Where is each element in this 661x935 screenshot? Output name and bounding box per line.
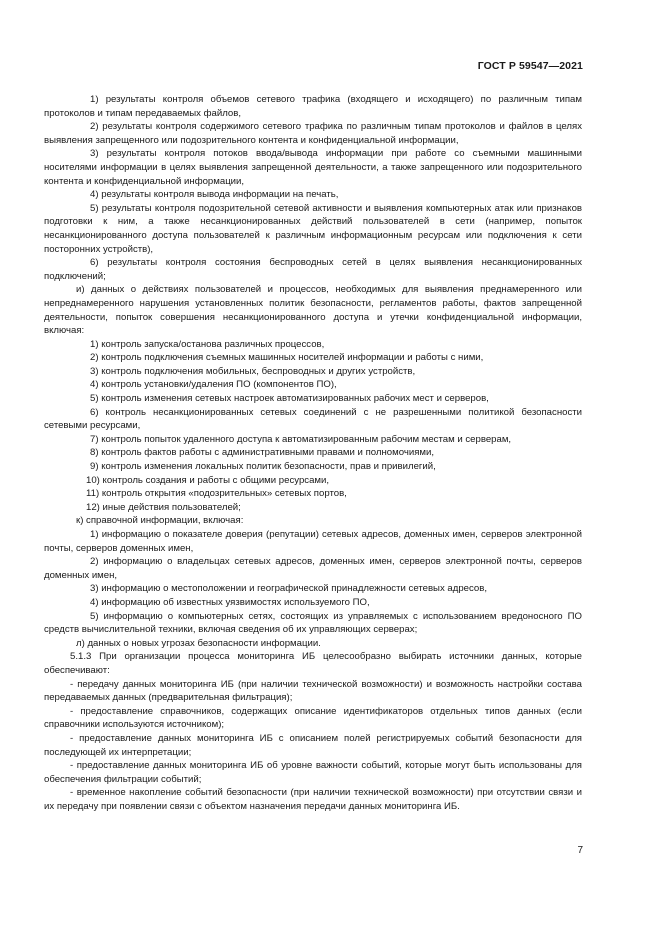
- paragraph: 10) контроль создания и работы с общими ресурсами,: [86, 474, 330, 486]
- paragraph: - предоставление данных мониторинга ИБ об уровне важности событий, которые могут быть использованы для обеспечения фильтрации событий;: [44, 760, 582, 785]
- paragraph: 8) контроль фактов работы с административными правами и полномочиями,: [90, 447, 435, 459]
- paragraph: - предоставление данных мониторинга ИБ с описанием полей регистрируемых событий безопасности для последующей их интерпретации;: [44, 732, 582, 758]
- page-body: [44, 93, 582, 813]
- paragraph: 5) контроль изменения сетевых настроек автоматизированных рабочих мест и серверов,: [90, 393, 489, 405]
- paragraph: 2) контроль подключения съемных машинных носителей информации и работы с ними,: [90, 352, 484, 364]
- paragraph: и) данных о действиях пользователей и процессов, необходимых для выявления преднамеренного или непреднамеренного нарушения установленных политик безопасности, регламентов работы, фактов запрещенной деятельности, попыток совершения несанкционированного доступа и утечки конфиденциальной информации, включая:: [44, 284, 582, 337]
- paragraph: к) справочной информации, включая:: [76, 515, 244, 527]
- paragraph: 1) контроль запуска/останова различных процессов,: [90, 338, 325, 350]
- paragraph: 3) результаты контроля потоков ввода/вывода информации при работе со съемными машинными носителями информации в целях выявления запрещенной деятельности, а также запрещенного или подозрительного контента и конфиденциальной информации,: [44, 148, 582, 187]
- paragraph: 6) контроль несанкционированных сетевых соединений с не разрешенными политикой безопасности сетевыми ресурсами,: [44, 406, 582, 432]
- paragraph: - передачу данных мониторинга ИБ (при наличии технической возможности) и возможность настройки состава передаваемых данных (предварительная фильтрация);: [44, 678, 582, 704]
- paragraph: 9) контроль изменения локальных политик безопасности, прав и привилегий,: [90, 461, 436, 473]
- paragraph: 12) иные действия пользователей;: [86, 501, 241, 513]
- paragraph: 11) контроль открытия «подозрительных» сетевых портов,: [86, 488, 347, 500]
- paragraph: - временное накопление событий безопасности (при наличии технической возможности) при отсутствии связи и их передачу при появлении связи с объектом назначения передачи данных мониторинга ИБ.: [44, 787, 582, 812]
- paragraph: 5.1.3 При организации процесса мониторинга ИБ целесообразно выбирать источники данных, которые обеспечивают:: [44, 651, 582, 676]
- paragraph: 3) контроль подключения мобильных, беспроводных и других устройств,: [90, 365, 416, 377]
- paragraph: 4) контроль установки/удаления ПО (компонентов ПО),: [90, 379, 337, 391]
- paragraph: - предоставление справочников, содержащих описание идентификаторов отдельных типов данных (если справочники используются источником);: [44, 705, 582, 731]
- paragraph: л) данных о новых угрозах безопасности информации.: [76, 637, 321, 649]
- paragraph: 3) информацию о местоположении и географической принадлежности сетевых адресов,: [90, 583, 488, 595]
- paragraph: 4) информацию об известных уязвимостях используемого ПО,: [90, 596, 370, 608]
- paragraph: 7) контроль попыток удаленного доступа к автоматизированным рабочим местам и серверам,: [90, 433, 512, 445]
- paragraph: 2) результаты контроля содержимого сетевого трафика по различным типам протоколов и файлов в целях выявления запрещенного или подозрительного контента и конфиденциальной информации,: [44, 121, 582, 146]
- paragraph: 2) информацию о владельцах сетевых адресов, доменных имен, серверов электронной почты, серверов доменных имен,: [44, 556, 582, 581]
- paragraph: 5) информацию о компьютерных сетях, состоящих из управляемых с использованием вредоносного ПО средств вычислительной техники, включая сведения об их управляющих серверах;: [44, 610, 582, 636]
- paragraph: 5) результаты контроля подозрительной сетевой активности и выявления компьютерных атак или признаков подготовки к ним, а также несанкционированных действий пользователей в сети (например, попыток несанкционированного доступа пользователей к различным информационным ресурсам или подключения к сети посторонних устройств),: [44, 202, 582, 255]
- paragraph: 6) результаты контроля состояния беспроводных сетей в целях выявления несанкционированных подключений;: [44, 257, 582, 282]
- paragraph: 1) результаты контроля объемов сетевого трафика (входящего и исходящего) по различным типам протоколов и типам передаваемых файлов,: [44, 94, 582, 119]
- document-id: ГОСТ Р 59547—2021: [477, 60, 583, 72]
- page-number: 7: [577, 845, 583, 856]
- paragraph: 1) информацию о показателе доверия (репутации) сетевых адресов, доменных имен, серверов электронной почты, серверов доменных имен,: [44, 529, 582, 554]
- paragraph: 4) результаты контроля вывода информации на печать,: [90, 189, 339, 201]
